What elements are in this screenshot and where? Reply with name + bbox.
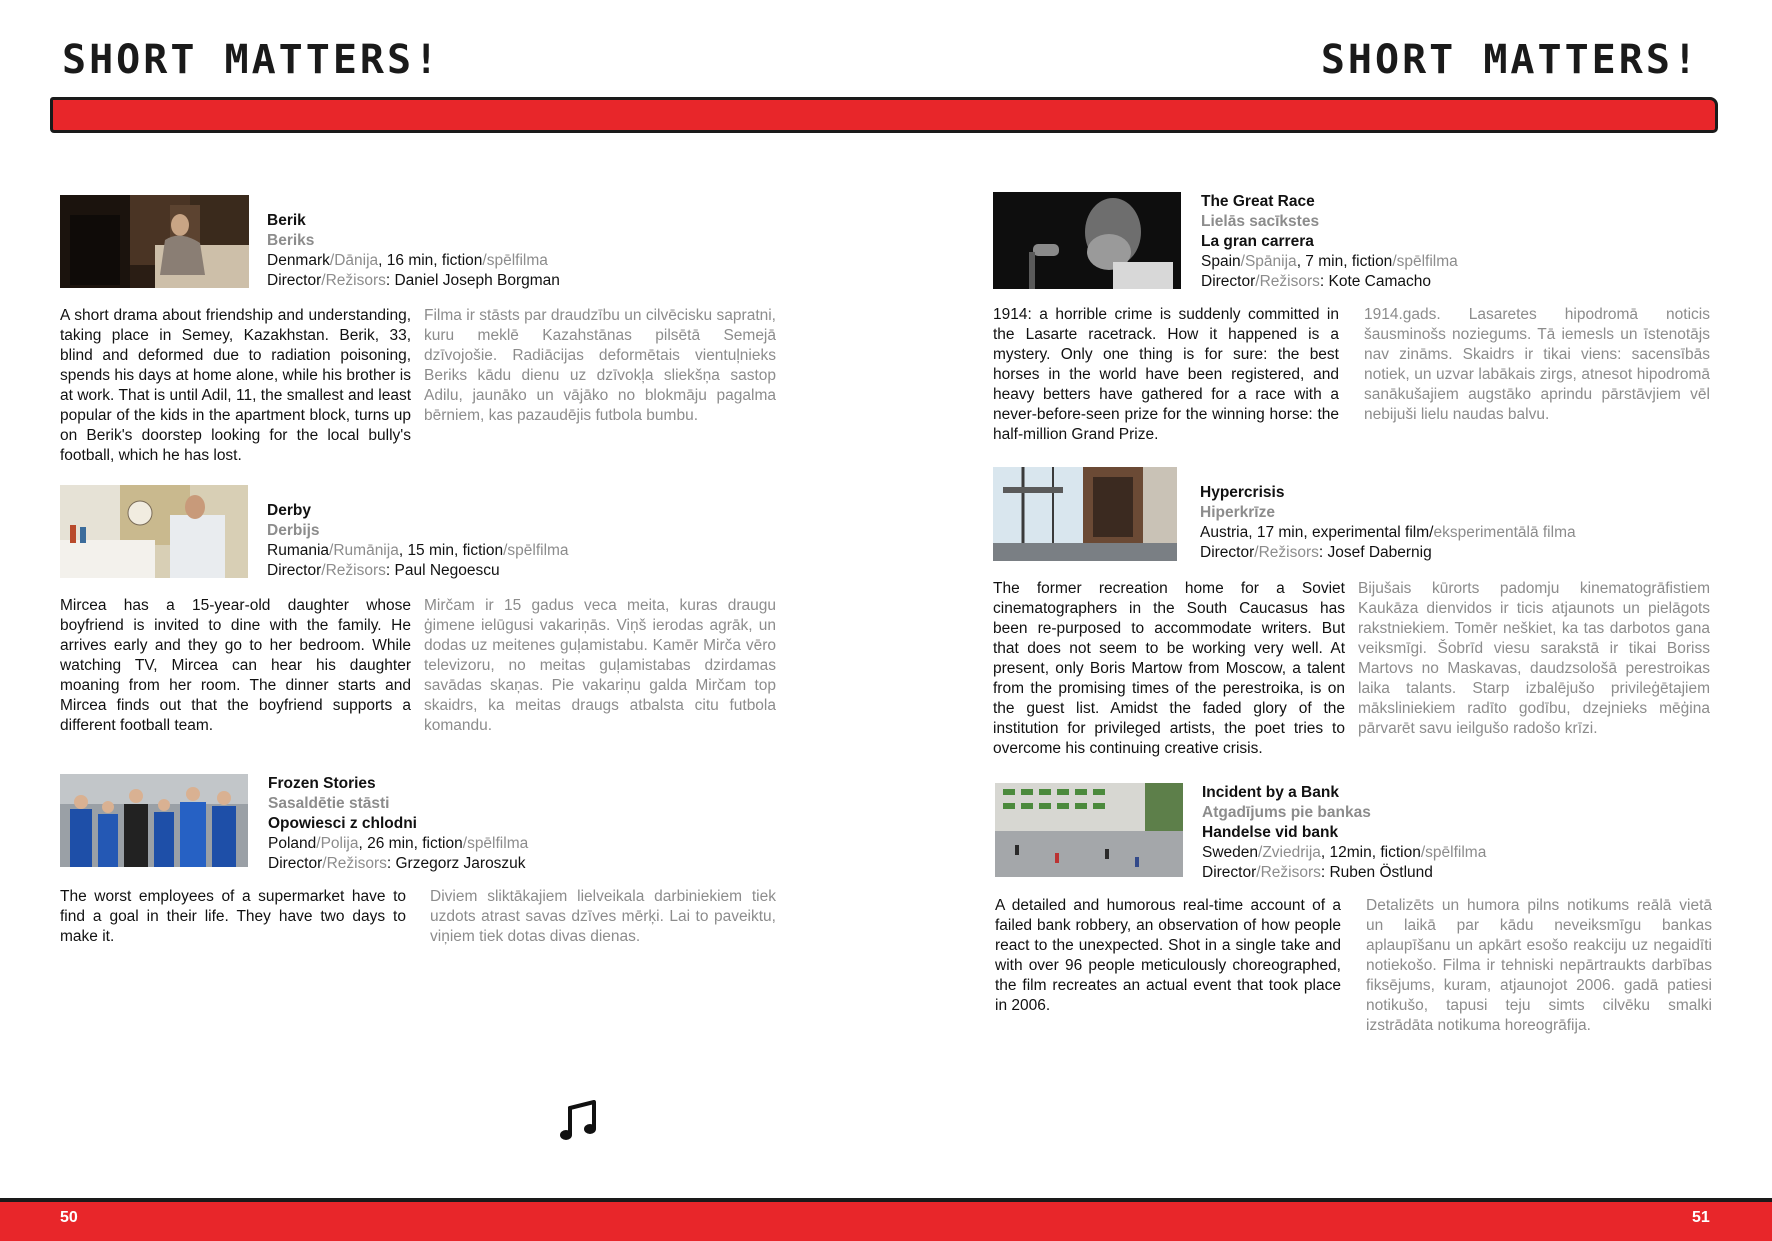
film-director: Director/Režisors: Paul Negoescu [267, 562, 500, 579]
film-desc-lv-frozen-stories: Diviem sliktākajiem lielveikala darbiniekiem tiek uzdots atrast savas dzīves mērķi. Lai to paveiktu, viņiem tiek dotas divas dienas. [430, 888, 776, 945]
page-title-right: SHORT MATTERS! [1320, 37, 1700, 83]
country-en: Rumania [267, 542, 330, 559]
film-desc-en-frozen-stories: The worst employees of a supermarket have to find a goal in their life. They have two days to make it. [60, 888, 406, 945]
details-en: , 7 min, fiction [1296, 253, 1393, 270]
film-meta-frozen-stories [268, 774, 528, 874]
film-desc-en-incident-by-a-bank: A detailed and humorous real-time account of a failed bank robbery, an observation of how people react to the unexpected. Shot in a single take and with over 96 people meticulously choreographed, the film recreates an actual event that took place in 2006. [995, 897, 1341, 1014]
country-en: Sweden [1202, 844, 1259, 861]
film-desc-lv-berik: Filma ir stāsts par draudzību un cilvēcisku sapratni, kuru meklē Kazahstānas pilsētā Semejā dzīvojošie. Radiācijas deformētais vientuļnieks Beriks kādu dienu uz dzīvokļa sliekšņa sastop Adilu, jaunāko un vājāko no blokmāju pagalma bērniem, kas pazaudējis futbola bumbu. [424, 307, 776, 424]
film-title-lv: Derbijs [267, 522, 320, 539]
film-title-en: Derby [267, 502, 311, 519]
country-lv: Rumānija [333, 542, 399, 559]
film-title-en: Incident by a Bank [1202, 784, 1339, 801]
genre-lv: spēlfilma [507, 542, 569, 559]
footer-red-band [0, 1198, 1772, 1241]
music-note-icon [560, 1100, 600, 1142]
details-en: , 26 min, fiction [358, 835, 463, 852]
country-en: Spain [1201, 253, 1241, 270]
director-label-lv: Režisors [326, 855, 387, 872]
film-director: Director/Režisors: Ruben Östlund [1202, 864, 1433, 881]
country-lv: Polija [320, 835, 359, 852]
film-title-original: La gran carrera [1201, 233, 1314, 250]
director-label-en: Director [1202, 864, 1257, 881]
film-still-berik [60, 195, 249, 288]
country-en: Denmark [267, 252, 330, 269]
film-title-en: The Great Race [1201, 193, 1315, 210]
director-label-en: Director [1201, 273, 1256, 290]
genre-lv: spēlfilma [486, 252, 548, 269]
film-details: Poland/Polija, 26 min, fiction/spēlfilma [268, 835, 529, 852]
film-desc-en-berik: A short drama about friendship and understanding, taking place in Semey, Kazakhstan. Berik, 33, blind and deformed due to radiation poisoning, spends his days at home alone, while his brother is at work. That is until Adil, 11, the smallest and least popular of the kids in the apartment block, turns up on Berik's doorstep looking for the local bully's football, which he has lost. [60, 307, 411, 464]
director-name: : Paul Negoescu [385, 562, 500, 579]
film-desc-en-derby: Mircea has a 15-year-old daughter whose boyfriend is invited to dine with the family. He arrives early and they go to her bedroom. While watching TV, Mircea can hear his daughter moaning from her room. The dinner starts and Mircea finds out that the boyfriend supports a different football team. [60, 597, 411, 734]
director-label-en: Director [267, 562, 322, 579]
film-title-en: Berik [267, 212, 306, 229]
country-lv: Zviedrija [1262, 844, 1321, 861]
film-details: Denmark/Dānija, 16 min, fiction/spēlfilma [267, 252, 548, 269]
film-title-original: Handelse vid bank [1202, 824, 1339, 841]
film-director: Director/Režisors: Daniel Joseph Borgman [267, 272, 560, 289]
country-lv: Dānija [334, 252, 379, 269]
director-label-lv: Režisors [1258, 544, 1319, 561]
film-details [1200, 523, 1576, 543]
film-details: Sweden/Zviedrija, 12min, fiction/spēlfilma [1202, 844, 1487, 861]
film-title-lv: Hiperkrīze [1200, 504, 1275, 521]
film-desc-lv-hypercrisis: Bijušais kūrorts padomju kinematogrāfistiem Kaukāza dienvidos ir ticis atjaunots un pielāgots rakstniekiem. Tomēr neškiet, ka tas darbotos gana veiksmīgi. Šobrīd viesu sarakstā ir tikai Boriss Martovs no Maskavas, daudzsološā perestroikas laika talants. Starp izbalējušo privileģētajiem māksliniekiem radīto godību, dzejnieks mēģina pārvarēt savu ieilgušo radošo krīzi. [1358, 580, 1710, 737]
film-desc-en-hypercrisis: The former recreation home for a Soviet cinematographers in the South Caucasus has been re-purposed to accommodate writers. But that does not seem to be working very well. At present, only Boris Martow from Moscow, a talent from the promising times of the perestroika, is on the guest list. Amidst the faded glory of the institution for privileged artists, the poet tries to overcome his continuing creative crisis. [993, 580, 1345, 757]
page-title-left: SHORT MATTERS! [62, 37, 442, 83]
film-details: Spain/Spānija, 7 min, fiction/spēlfilma [1201, 253, 1458, 270]
film-meta-incident-by-a-bank [1202, 783, 1486, 883]
film-meta-great-race [1201, 192, 1458, 292]
film-desc-en-great-race: 1914: a horrible crime is suddenly committed in the Lasarte racetrack. How it happened is a mystery. Only one thing is for sure: the best horses in the world have been registered, and heavy betters have gathered for a race with a never-before-seen prize for the winning horse: the half-million Grand Prize. [993, 306, 1339, 443]
page-number-left: 50 [60, 1209, 78, 1226]
film-still-great-race [993, 192, 1181, 289]
details-en: , 12min, fiction [1320, 844, 1421, 861]
film-still-hypercrisis [993, 467, 1177, 561]
director-name: : Josef Dabernig [1318, 544, 1432, 561]
genre-lv: spēlfilma [1425, 844, 1487, 861]
director-name: : Ruben Östlund [1320, 864, 1433, 881]
film-still-derby [60, 485, 248, 578]
genre-lv: eksperimentālā filma [1433, 524, 1576, 541]
film-director: Director/Režisors: Kote Camacho [1201, 273, 1432, 290]
film-still-incident-by-a-bank [995, 783, 1183, 877]
film-desc-lv-derby: Mirčam ir 15 gadus veca meita, kuras draugu ģimene ielūgusi vakariņās. Viņš ierodas agrāk, un dodas uz meitenes guļamistabu. Kamēr Mirča vēro televizoru, no meitas guļamistabas dzirdamas savādas skaņas. Pie vakariņu galda Mirčam top skaidrs, ka meitas draugs atbalsta citu futbola komandu. [424, 597, 776, 734]
film-meta-hypercrisis [1200, 483, 1576, 563]
film-director: Director/Režisors: Josef Dabernig [1200, 544, 1432, 561]
director-name: : Kote Camacho [1319, 273, 1432, 290]
film-title-lv: Lielās sacīkstes [1201, 213, 1320, 230]
director-name: : Grzegorz Jaroszuk [386, 855, 526, 872]
country-en: Poland [268, 835, 317, 852]
genre-lv: spēlfilma [467, 835, 529, 852]
director-label-lv: Režisors [325, 562, 386, 579]
film-meta-derby [267, 501, 569, 581]
film-meta-berik [267, 211, 560, 291]
film-still-frozen-stories [60, 774, 248, 867]
genre-lv: spēlfilma [1396, 253, 1458, 270]
director-label-lv: Režisors [1260, 864, 1321, 881]
film-details: Rumania/Rumānija, 15 min, fiction/spēlfilma [267, 542, 569, 559]
film-title-lv: Beriks [267, 232, 315, 249]
film-title-en: Frozen Stories [268, 775, 376, 792]
header-red-band [50, 97, 1718, 133]
film-desc-lv-incident-by-a-bank: Detalizēts un humora pilns notikums reālā vietā un laikā par kādu neveiksmīgu bankas aplaupīšanu un apkārt esošo reakciju uz negaidīti notiekošo. Filma ir tehniski nepārtraukts darbības fiksējums, kuram, atjaunojot 2006. gadā patiesi notikušo, tapusi teju simts cilvēku smalki izstrādāta notikuma horeogrāfija. [1366, 897, 1712, 1034]
director-label-en: Director [1200, 544, 1255, 561]
director-label-en: Director [268, 855, 323, 872]
director-label-lv: Režisors [325, 272, 386, 289]
film-title-en: Hypercrisis [1200, 484, 1285, 501]
film-director: Director/Režisors: Grzegorz Jaroszuk [268, 855, 526, 872]
film-desc-lv-great-race: 1914.gads. Lasaretes hipodromā noticis šausminošs noziegums. Tā iemesls un īstenotājs nav zināms. Skaidrs ir tikai viens: sacensībās notiek, un uzvar labākais zirgs, atnesot hipodromā sanākušajiem augstāko aprindu pārstāvjiem vēl nebijuši lielu naudas balvu. [1364, 306, 1710, 423]
country-lv: Spānija [1244, 253, 1297, 270]
film-title-lv: Sasaldētie stāsti [268, 795, 390, 812]
director-name: : Daniel Joseph Borgman [385, 272, 560, 289]
details-en: Austria, 17 min, experimental film/ [1200, 524, 1434, 541]
director-label-lv: Režisors [1259, 273, 1320, 290]
page-number-right: 51 [1692, 1209, 1710, 1226]
details-en: , 15 min, fiction [398, 542, 504, 559]
film-title-original: Opowiesci z chlodni [268, 815, 417, 832]
film-title-lv: Atgadījums pie bankas [1202, 804, 1371, 821]
director-label-en: Director [267, 272, 322, 289]
details-en: , 16 min, fiction [378, 252, 483, 269]
